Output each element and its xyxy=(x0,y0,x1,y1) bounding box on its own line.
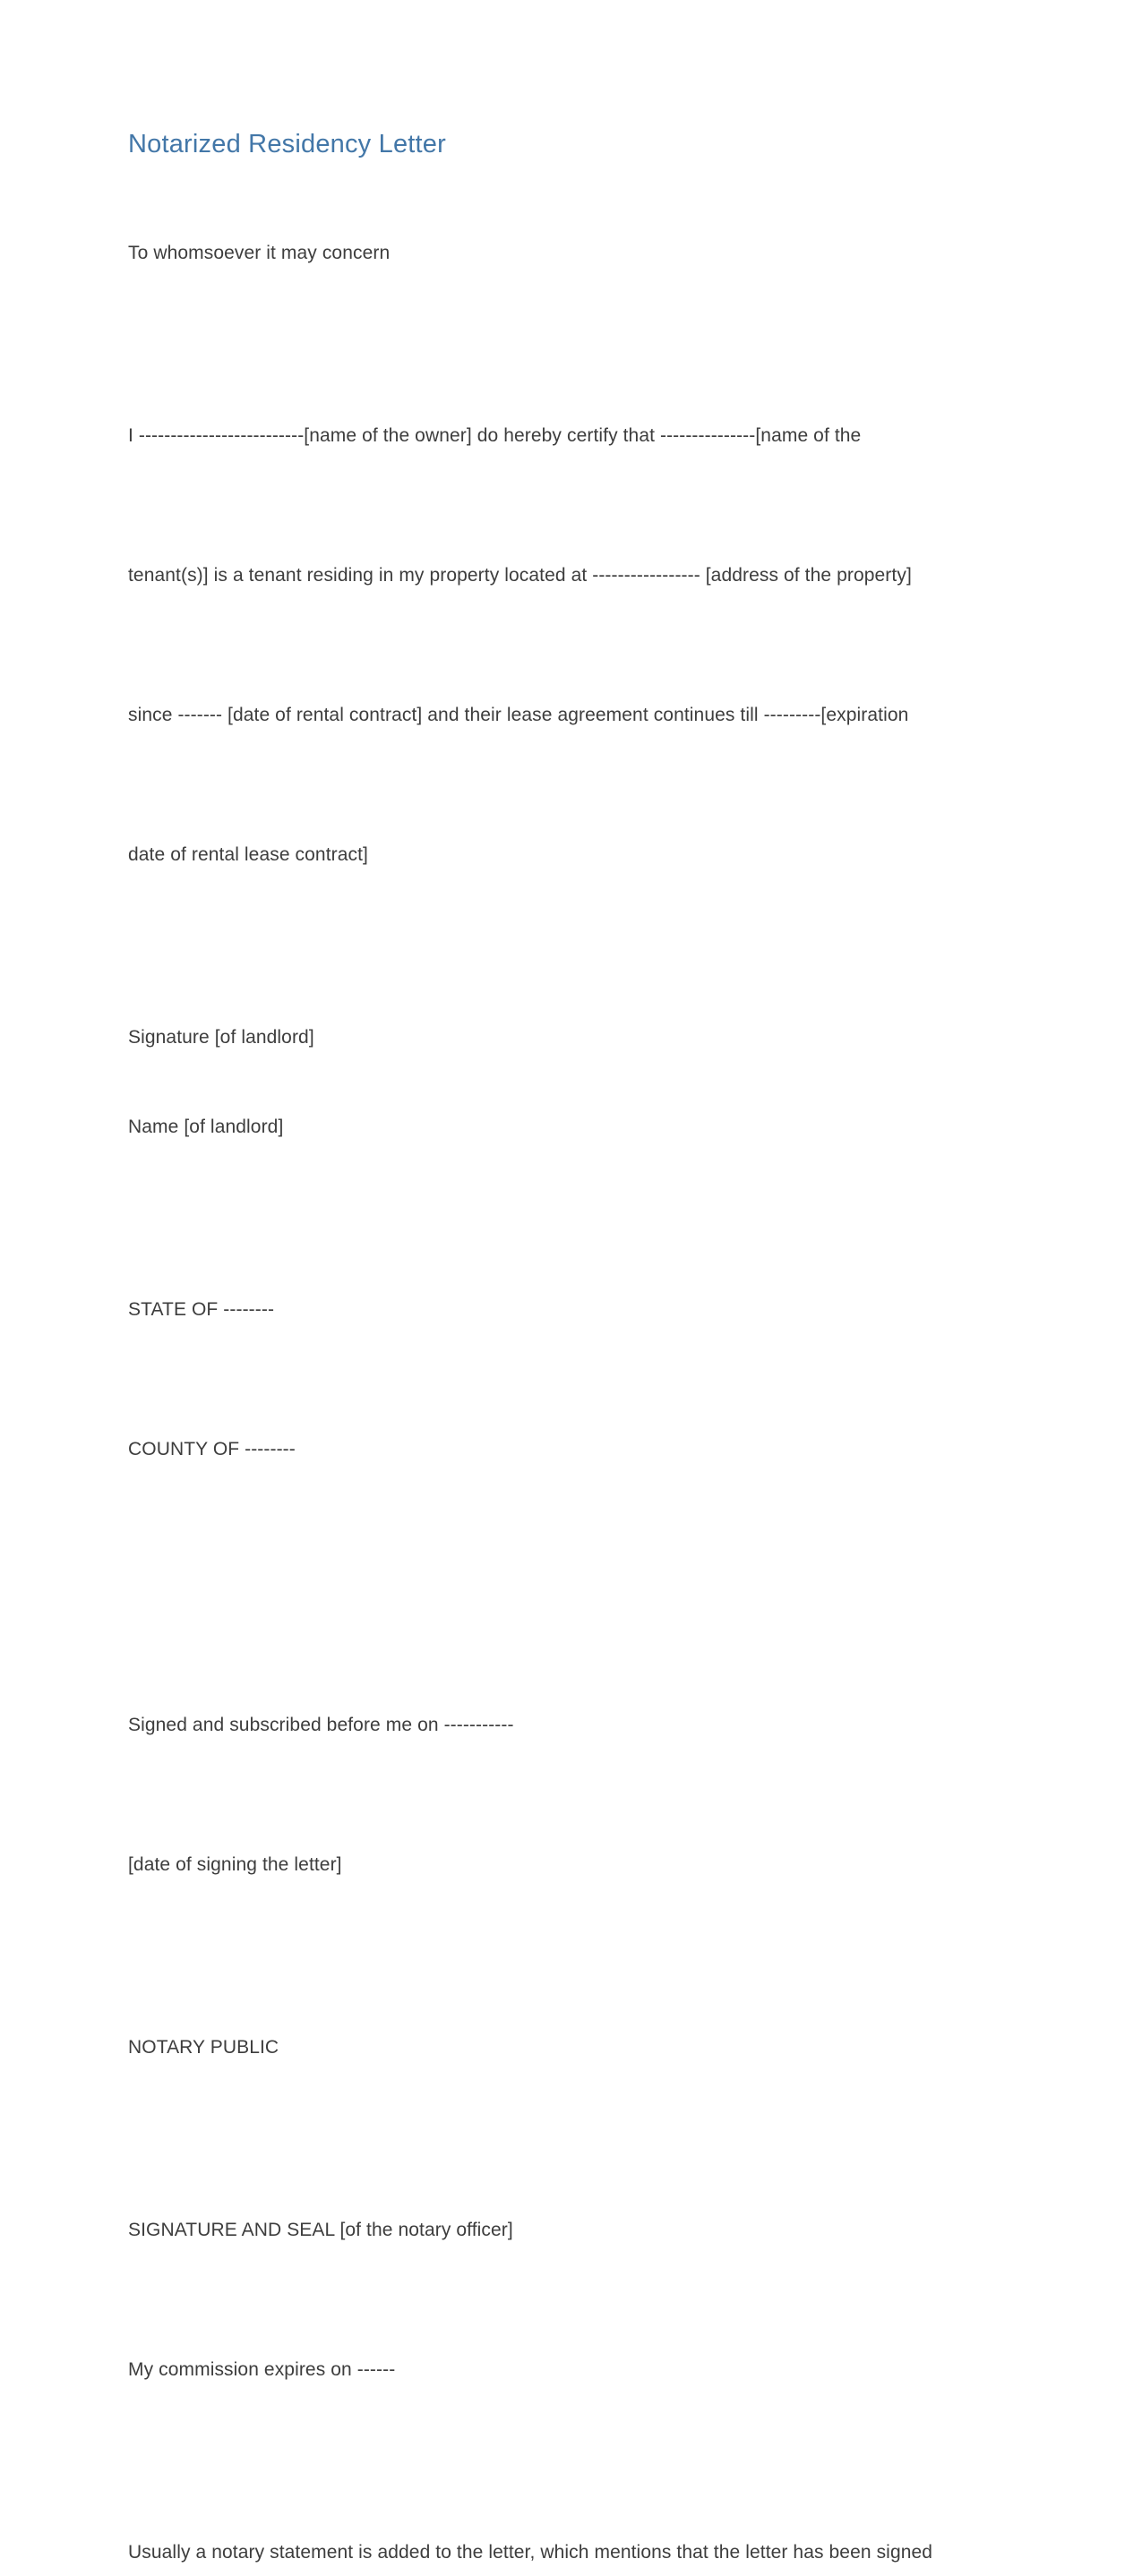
notary-signature-block xyxy=(128,2114,1014,2486)
salutation: To whomsoever it may concern xyxy=(128,243,391,263)
body-line: I --------------------------[name of the owner] do hereby certify that ---------------[name of the xyxy=(128,425,862,446)
commission-expiry-line: My commission expires on ------ xyxy=(128,2359,396,2380)
closing-note: Usually a notary statement is added to the letter, which mentions that the letter has been signed xyxy=(128,2542,933,2563)
state-county-block xyxy=(128,1194,1014,1566)
signing-date-line: [date of signing the letter] xyxy=(128,1854,342,1875)
county-line: COUNTY OF -------- xyxy=(128,1439,296,1459)
body-line: date of rental lease contract] xyxy=(128,844,368,865)
notarization-block xyxy=(128,1609,1014,1981)
body-paragraph xyxy=(128,320,1014,971)
state-line: STATE OF -------- xyxy=(128,1299,275,1320)
signed-before-line: Signed and subscribed before me on ----------- xyxy=(128,1715,514,1735)
document-title: Notarized Residency Letter xyxy=(128,130,446,158)
landlord-signature-line: Signature [of landlord] xyxy=(128,1027,314,1048)
body-line: since ------- [date of rental contract] and their lease agreement continues till ---------[expiration xyxy=(128,705,909,725)
signature-seal-line: SIGNATURE AND SEAL [of the notary officer] xyxy=(128,2220,513,2240)
landlord-name-line: Name [of landlord] xyxy=(128,1117,284,1137)
body-line: tenant(s)] is a tenant residing in my property located at ----------------- [address of the property] xyxy=(128,565,912,586)
notary-public-line: NOTARY PUBLIC xyxy=(128,2037,279,2058)
